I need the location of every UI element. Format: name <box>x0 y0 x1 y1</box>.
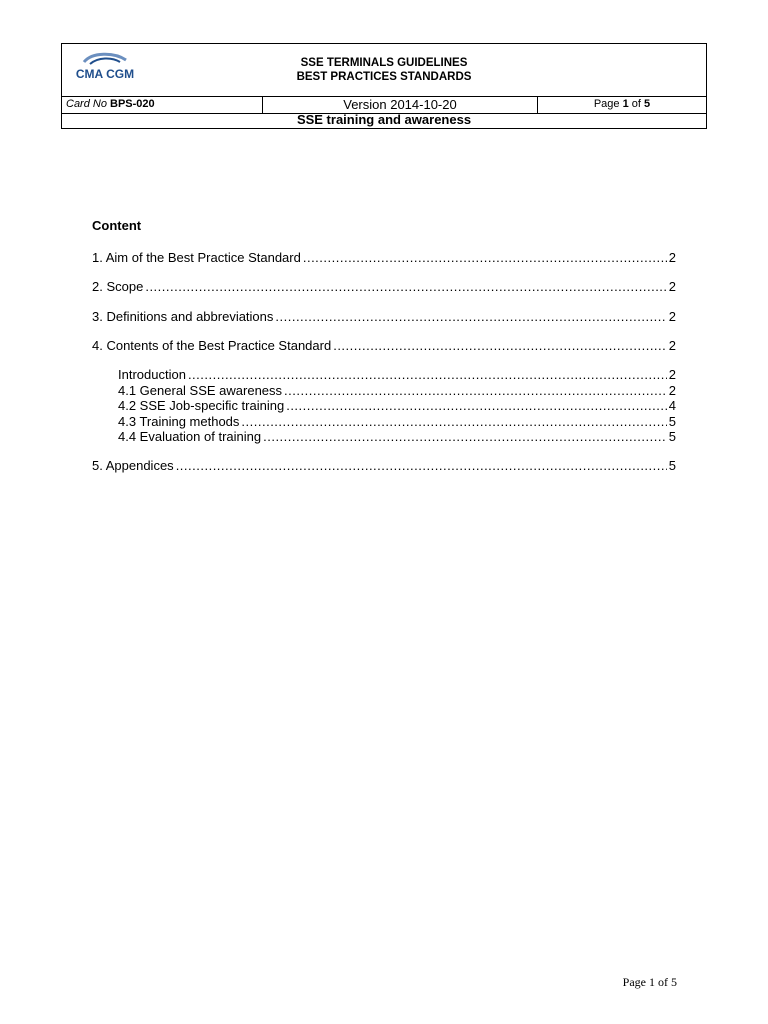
page-cell <box>538 96 706 113</box>
header-title <box>62 56 706 84</box>
toc-entry[interactable] <box>118 414 676 429</box>
content-heading: Content <box>92 218 142 233</box>
toc-entry-page: 2 <box>668 250 676 265</box>
page-label: Page <box>593 98 620 110</box>
toc-entry[interactable] <box>118 383 676 398</box>
toc-entry-page: 2 <box>668 367 676 382</box>
toc-leader-dots <box>263 429 667 444</box>
toc-entry-page: 5 <box>668 414 676 429</box>
toc-entry[interactable] <box>118 398 676 413</box>
toc-leader-dots <box>275 309 666 324</box>
toc-entry[interactable] <box>118 429 676 444</box>
toc-entry-page: 5 <box>668 458 676 473</box>
toc-entry[interactable] <box>92 309 676 324</box>
page-of: of <box>631 98 641 110</box>
header-title-line2: BEST PRACTICES STANDARDS <box>296 71 472 83</box>
card-number: BPS-020 <box>110 98 155 110</box>
toc-entry[interactable] <box>118 367 676 382</box>
toc-entry-page: 2 <box>668 309 676 324</box>
card-number-cell <box>62 96 263 113</box>
page-footer: Page 1 of 5 <box>622 975 677 989</box>
document-header <box>61 43 707 129</box>
toc-leader-dots <box>333 338 667 353</box>
toc-entry[interactable] <box>92 250 676 265</box>
document-subject: SSE training and awareness <box>296 112 472 127</box>
toc-leader-dots <box>188 367 667 382</box>
toc-entry-label: 5. Appendices <box>92 458 174 473</box>
toc-leader-dots <box>284 383 667 398</box>
toc-leader-dots <box>176 458 667 473</box>
toc-entry[interactable] <box>92 279 676 294</box>
toc-leader-dots <box>286 398 667 413</box>
toc-entry-page: 2 <box>668 279 676 294</box>
header-title-line1: SSE TERMINALS GUIDELINES <box>300 57 468 69</box>
toc-entry-label: 4.2 SSE Job-specific training <box>118 398 285 413</box>
version-cell: Version 2014-10-20 <box>263 96 538 113</box>
toc-leader-dots <box>145 279 666 294</box>
toc-entry-label: 4.3 Training methods <box>118 414 240 429</box>
card-label: Card No <box>66 98 107 110</box>
toc-entry-page: 5 <box>668 429 676 444</box>
toc-entry-page: 4 <box>668 398 676 413</box>
header-title-row <box>62 44 706 97</box>
toc-entry-label: 2. Scope <box>92 279 144 294</box>
toc-entry[interactable] <box>92 458 676 473</box>
toc-entry-label: 4.1 General SSE awareness <box>118 383 283 398</box>
page-total: 5 <box>644 98 651 110</box>
toc-entry[interactable] <box>92 338 676 353</box>
toc-leader-dots <box>303 250 667 265</box>
toc-entry-label: 3. Definitions and abbreviations <box>92 309 274 324</box>
logo-text: CMA CGM <box>75 67 135 81</box>
toc-entry-label: Introduction <box>118 367 186 382</box>
toc-entry-label: 4.4 Evaluation of training <box>118 429 262 444</box>
toc-entry-label: 1. Aim of the Best Practice Standard <box>92 250 301 265</box>
toc-entry-page: 2 <box>668 338 676 353</box>
toc-leader-dots <box>241 414 666 429</box>
toc-entry-page: 2 <box>668 383 676 398</box>
toc-entry-label: 4. Contents of the Best Practice Standard <box>92 338 332 353</box>
page-current: 1 <box>622 98 629 110</box>
